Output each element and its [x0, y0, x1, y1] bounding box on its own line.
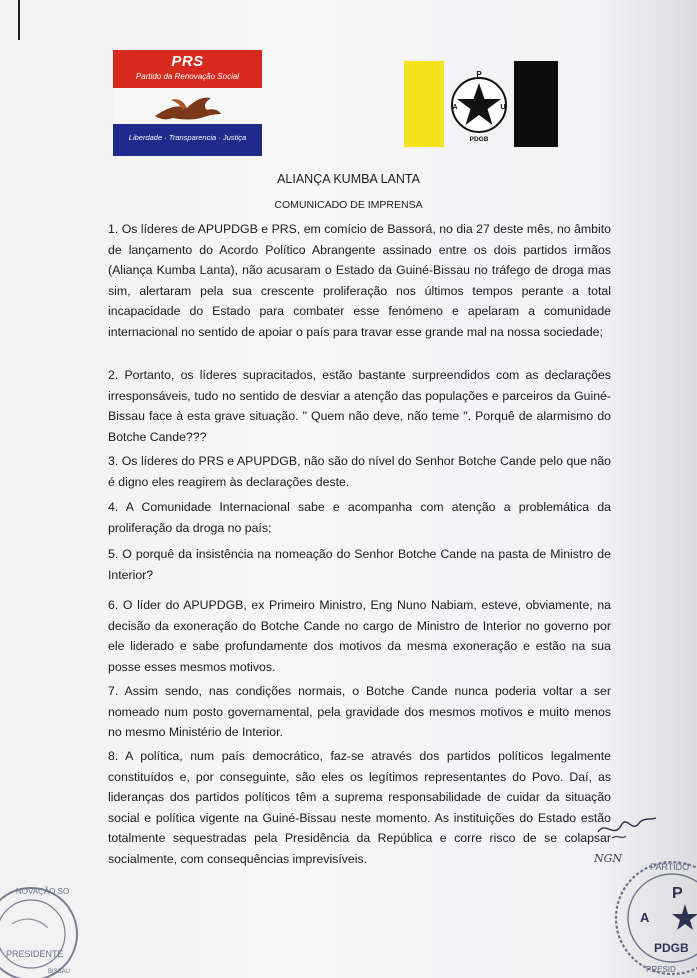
- paragraph-5: 5. O porquê da insistência na nomeação do Senhor Botche Cande na pasta de Ministro de Interior?: [108, 547, 611, 582]
- flag-emblem-pdgb: PDGB: [469, 136, 489, 143]
- right-stamp-seal: [610, 840, 697, 978]
- flag-emblem-u: U: [500, 104, 506, 111]
- signature-initials: NGN: [594, 852, 623, 865]
- document-title: ALIANÇA KUMBA LANTA: [277, 172, 420, 186]
- flag-yellow-stripe: [404, 61, 444, 147]
- right-stamp-pdgb: PDGB: [654, 941, 689, 955]
- paragraph-8: 8. A política, num país democrático, faz-se através dos partidos políticos legalmente constituídos e, por conseguinte, são eles os legítimos representantes do Povo. Daí, as lideranças dos partidos políticos têm a suprema responsabilidade de cuidar da situação social e política vigente na Guiné-Bissau neste momento. As instituições do Estado estão totalmente sequestradas pela Presidência da República e corre risco de se colapsar socialmente, com consequências imprevisíveis.: [108, 749, 611, 866]
- paragraph-4: 4. A Comunidade Internacional sabe e acompanha com atenção a problemática da proliferação da droga no país;: [108, 500, 611, 535]
- right-stamp-a: A: [640, 910, 650, 925]
- right-stamp-text-top: PARTIDO: [650, 862, 690, 872]
- flag-emblem-a: A: [452, 104, 458, 111]
- paragraph-7: 7. Assim sendo, nas condições normais, o Botche Cande nunca poderia voltar a ser nomeado num posto governamental, pela gravidade dos mesmos motivos e muito menos no mesmo Ministério de Interior.: [108, 684, 611, 740]
- paragraph-2: 2. Portanto, os líderes supracitados, estão bastante surpreendidos com as declarações irresponsáveis, tudo no sentido de desviar a atenção das populações e parceiros da Guiné-Bissau face à esta grave situação. " Quem não deve, não teme ". Porquê de alarmismo do Botche Cande???: [108, 368, 611, 444]
- flag-emblem-p: P: [476, 70, 482, 79]
- document-subtitle: COMUNICADO DE IMPRENSA: [274, 199, 423, 211]
- prs-logo: [113, 50, 262, 156]
- paragraph-6: 6. O líder do APUPDGB, ex Primeiro Ministro, Eng Nuno Nabiam, esteve, obviamente, na decisão da exoneração do Botche Cande no cargo de Ministro de Interior no governo por ele liderado e sabe profundamente dos motivos da mesma exoneração e estão na sua posse esses mesmos motivos.: [108, 598, 611, 674]
- left-stamp-text-bottom: BISSAU: [48, 969, 71, 975]
- paragraph-3: 3. Os líderes do PRS e APUPDGB, não são do nível do Senhor Botche Cande pelo que não é digno eles reagirem às declarações deste.: [108, 454, 611, 489]
- right-stamp-p: P: [672, 885, 683, 902]
- left-stamp-text-middle: PRESIDENTE: [6, 949, 64, 959]
- page-margin-line: [18, 0, 20, 40]
- star-emblem-icon: [446, 63, 512, 145]
- flag-black-stripe: [514, 61, 558, 147]
- right-stamp-text-bottom: PRESID: [646, 965, 676, 974]
- prs-logo-motto: Liberdade · Transparencia · Justiça: [128, 133, 247, 142]
- eagle-icon: [153, 90, 223, 124]
- left-stamp-text-top: NOVAÇÃO SO: [16, 887, 70, 896]
- prs-logo-title: PRS: [171, 53, 204, 70]
- prs-logo-subtitle: Partido da Renovação Social: [135, 72, 240, 81]
- paragraph-1: 1. Os líderes de APUPDGB e PRS, em comício de Bassorá, no dia 27 deste mês, no âmbito de lançamento do Acordo Político Abrangente assinado entre os dois partidos irmãos (Aliança Kumba Lanta), não acusaram o Estado da Guiné-Bissau no tráfego de droga mas sim, alertaram pela sua crescente proliferação nos últimos tempos perante a total incapacidade do Estado para combater esse fenómeno e apelaram a comunidade internacional no sentido de apoiar o país para travar esse grande mal na nossa sociedade;: [108, 222, 611, 339]
- left-stamp-seal: [0, 872, 96, 978]
- apu-pdgb-flag: [404, 61, 558, 147]
